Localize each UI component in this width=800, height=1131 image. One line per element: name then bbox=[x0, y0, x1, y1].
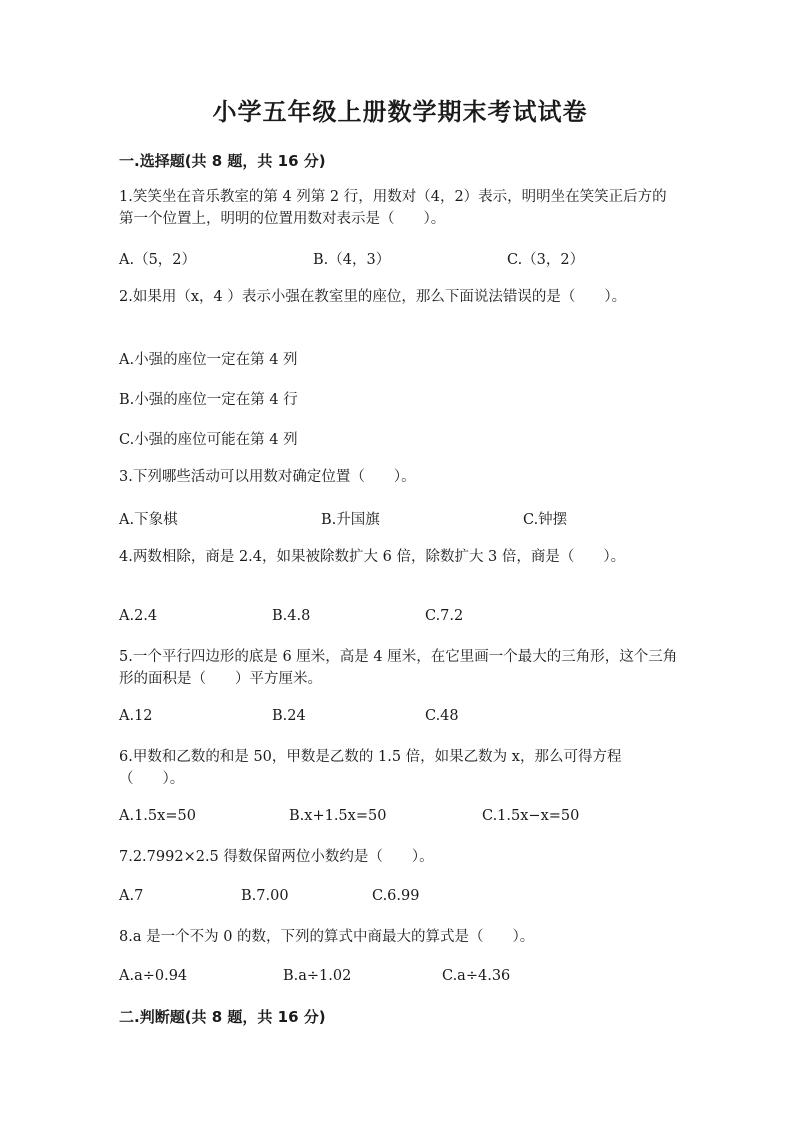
question-1-option-b: B.（4，3） bbox=[313, 252, 391, 268]
question-5-option-a: A.12 bbox=[119, 708, 153, 724]
question-1: 1.笑笑坐在音乐教室的第 4 列第 2 行，用数对（4，2）表示，明明坐在笑笑正后方的第一个位置上，明明的位置用数对表示是（ ）。 bbox=[119, 189, 667, 227]
section-heading-true-false: 二.判断题(共 8 题，共 16 分) bbox=[119, 1008, 326, 1026]
question-7-option-c: C.6.99 bbox=[372, 888, 420, 904]
question-8-option-b: B.a÷1.02 bbox=[283, 968, 352, 984]
question-4-option-c: C.7.2 bbox=[425, 608, 464, 624]
question-7-option-a: A.7 bbox=[119, 888, 144, 904]
question-2-option-a: A.小强的座位一定在第 4 列 bbox=[119, 352, 298, 368]
question-4-option-b: B.4.8 bbox=[272, 608, 311, 624]
question-3-option-b: B.升国旗 bbox=[321, 512, 380, 528]
question-2-option-b: B.小强的座位一定在第 4 行 bbox=[119, 392, 298, 408]
question-1-option-a: A.（5，2） bbox=[119, 252, 197, 268]
question-8: 8.a 是一个不为 0 的数，下列的算式中商最大的算式是（ ）。 bbox=[119, 929, 535, 945]
question-8-option-c: C.a÷4.36 bbox=[442, 968, 511, 984]
question-3: 3.下列哪些活动可以用数对确定位置（ ）。 bbox=[119, 469, 416, 485]
question-2: 2.如果用（x，4 ）表示小强在教室里的座位，那么下面说法错误的是（ ）。 bbox=[119, 289, 627, 305]
question-4: 4.两数相除，商是 2.4，如果被除数扩大 6 倍，除数扩大 3 倍，商是（ ）。 bbox=[119, 549, 626, 565]
question-1-option-c: C.（3，2） bbox=[507, 252, 585, 268]
question-7-option-b: B.7.00 bbox=[241, 888, 289, 904]
question-5-option-c: C.48 bbox=[425, 708, 459, 724]
section-heading-multiple-choice: 一.选择题(共 8 题，共 16 分) bbox=[119, 152, 326, 170]
question-8-option-a: A.a÷0.94 bbox=[119, 968, 188, 984]
question-6: 6.甲数和乙数的和是 50，甲数是乙数的 1.5 倍，如果乙数为 x，那么可得方程（ ）。 bbox=[119, 749, 622, 787]
question-5: 5.一个平行四边形的底是 6 厘米，高是 4 厘米，在它里画一个最大的三角形，这个三角形的面积是（ ）平方厘米。 bbox=[119, 649, 678, 687]
question-3-option-a: A.下象棋 bbox=[119, 512, 178, 528]
page-title: 小学五年级上册数学期末考试试卷 bbox=[212, 98, 588, 126]
question-6-option-a: A.1.5x=50 bbox=[119, 808, 196, 824]
question-7: 7.2.7992×2.5 得数保留两位小数约是（ ）。 bbox=[119, 849, 434, 865]
question-2-option-c: C.小强的座位可能在第 4 列 bbox=[119, 432, 298, 448]
question-3-option-c: C.钟摆 bbox=[523, 512, 568, 528]
question-6-option-c: C.1.5x−x=50 bbox=[482, 808, 580, 824]
question-6-option-b: B.x+1.5x=50 bbox=[289, 808, 387, 824]
question-5-option-b: B.24 bbox=[272, 708, 306, 724]
question-4-option-a: A.2.4 bbox=[119, 608, 158, 624]
